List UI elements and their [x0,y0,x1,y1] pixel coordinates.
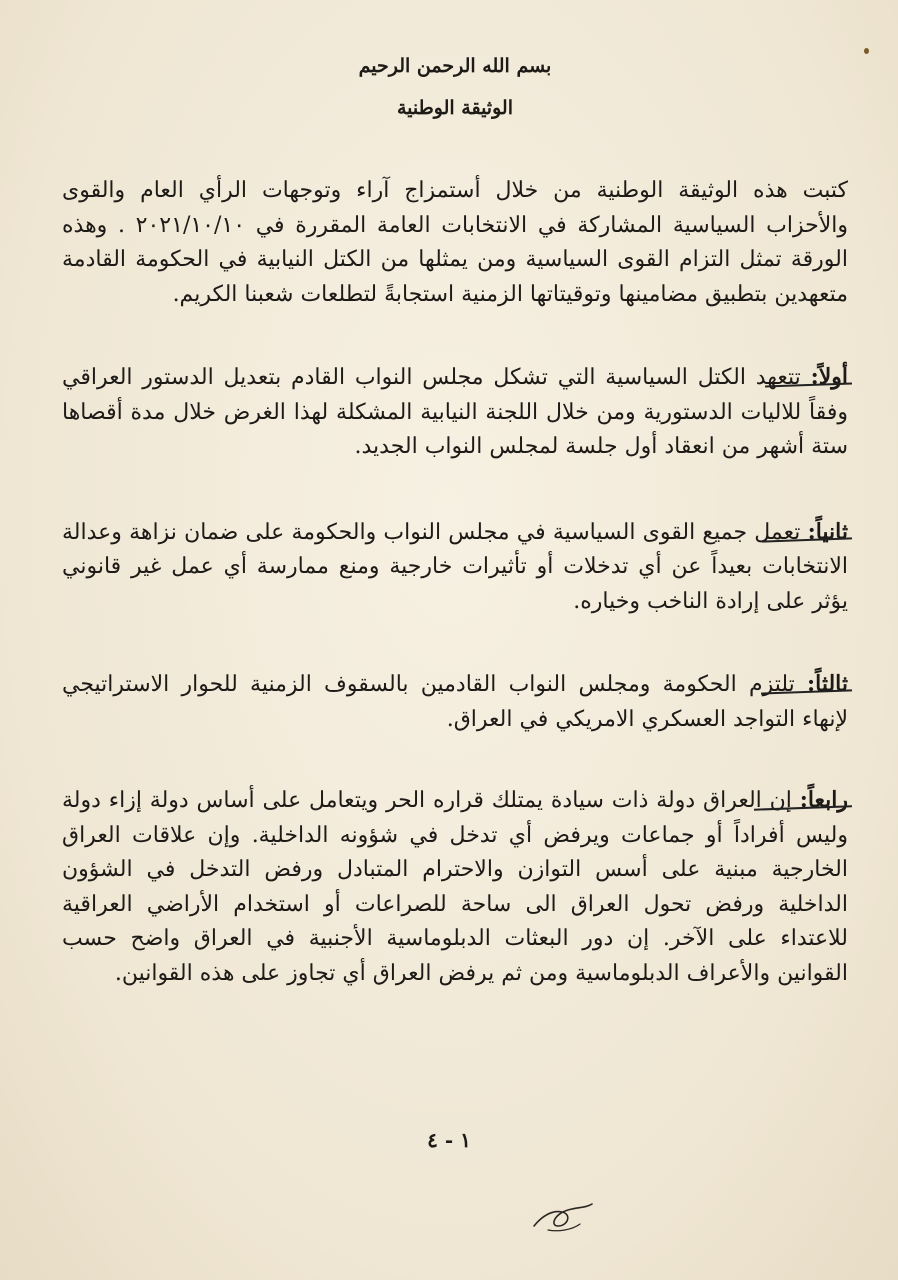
article-marker: ثانياً: [807,518,848,545]
ink-dot [864,48,869,54]
article-marker: ثالثاً: [807,671,848,697]
article-1 [62,360,848,465]
intro-paragraph: كتبت هذه الوثيقة الوطنية من خلال أستمزاج آراء وتوجهات الرأي العام والقوى والأحزاب السياسية المشاركة في الانتخابات العامة المقررة في ٢٠٢١/١٠/١٠ . وهذه الورقة تمثل التزام القوى السياسية ومن يمثلها من الكتل النيابية في الحكومة القادمة متعهدين بتطبيق مضامينها وتوقيتاتها الزمنية استجابةً لتطلعات شعبنا الكريم. [62,178,848,307]
basmala: بسم الله الرحمن الرحيم [358,55,552,77]
page-number: ١ - ٤ [427,1128,471,1152]
article-marker: أولاً: [810,364,848,390]
article-text: تعمل جميع القوى السياسية في مجلس النواب والحكومة على ضمان نزاهة وعدالة الانتخابات بعيداً عن أي تدخلات أو تأثيرات خارجية ومنع ممارسة أي عمل غير قانوني يؤثر على إرادة الناخب وخياره. [62,519,848,614]
article-text: إن العراق دولة ذات سيادة يمتلك قراره الحر ويتعامل على أساس دولة إزاء دولة وليس أفراداً أو جماعات ويرفض أي تدخل في شؤونه الداخلية. وإن علاقات العراق الخارجية مبنية على أسس التوازن والاحترام المتبادل ورفض التدخل في الشؤون الداخلية ورفض تحول العراق الى ساحة للصراعات أو استخدام الأراضي العراقية للاعتداء على الآخر. إن دور البعثات الدبلوماسية الأجنبية في العراق واضح حسب القوانين والأعراف الدبلوماسية ومن ثم يرفض العراق أي تجاوز على هذه القوانين. [62,788,848,986]
document-body [62,52,848,1013]
document-title: الوثيقة الوطنية [397,97,513,119]
article-3 [62,667,848,737]
article-4 [62,783,848,991]
article-2 [62,515,848,620]
signature-mark [528,1196,598,1236]
article-marker: رابعاً: [799,787,848,813]
article-text: تلتزم الحكومة ومجلس النواب القادمين بالسقوف الزمنية للحوار الاستراتيجي لإنهاء التواجد العسكري الامريكي في العراق. [62,672,848,732]
article-text: تتعهد الكتل السياسية التي تشكل مجلس النواب القادم بتعديل الدستور العراقي وفقاً للاليات الدستورية ومن خلال اللجنة النيابية المشكلة لهذا الغرض خلال مدة أقصاها ستة أشهر من انعقاد أول جلسة لمجلس النواب الجديد. [62,365,848,459]
